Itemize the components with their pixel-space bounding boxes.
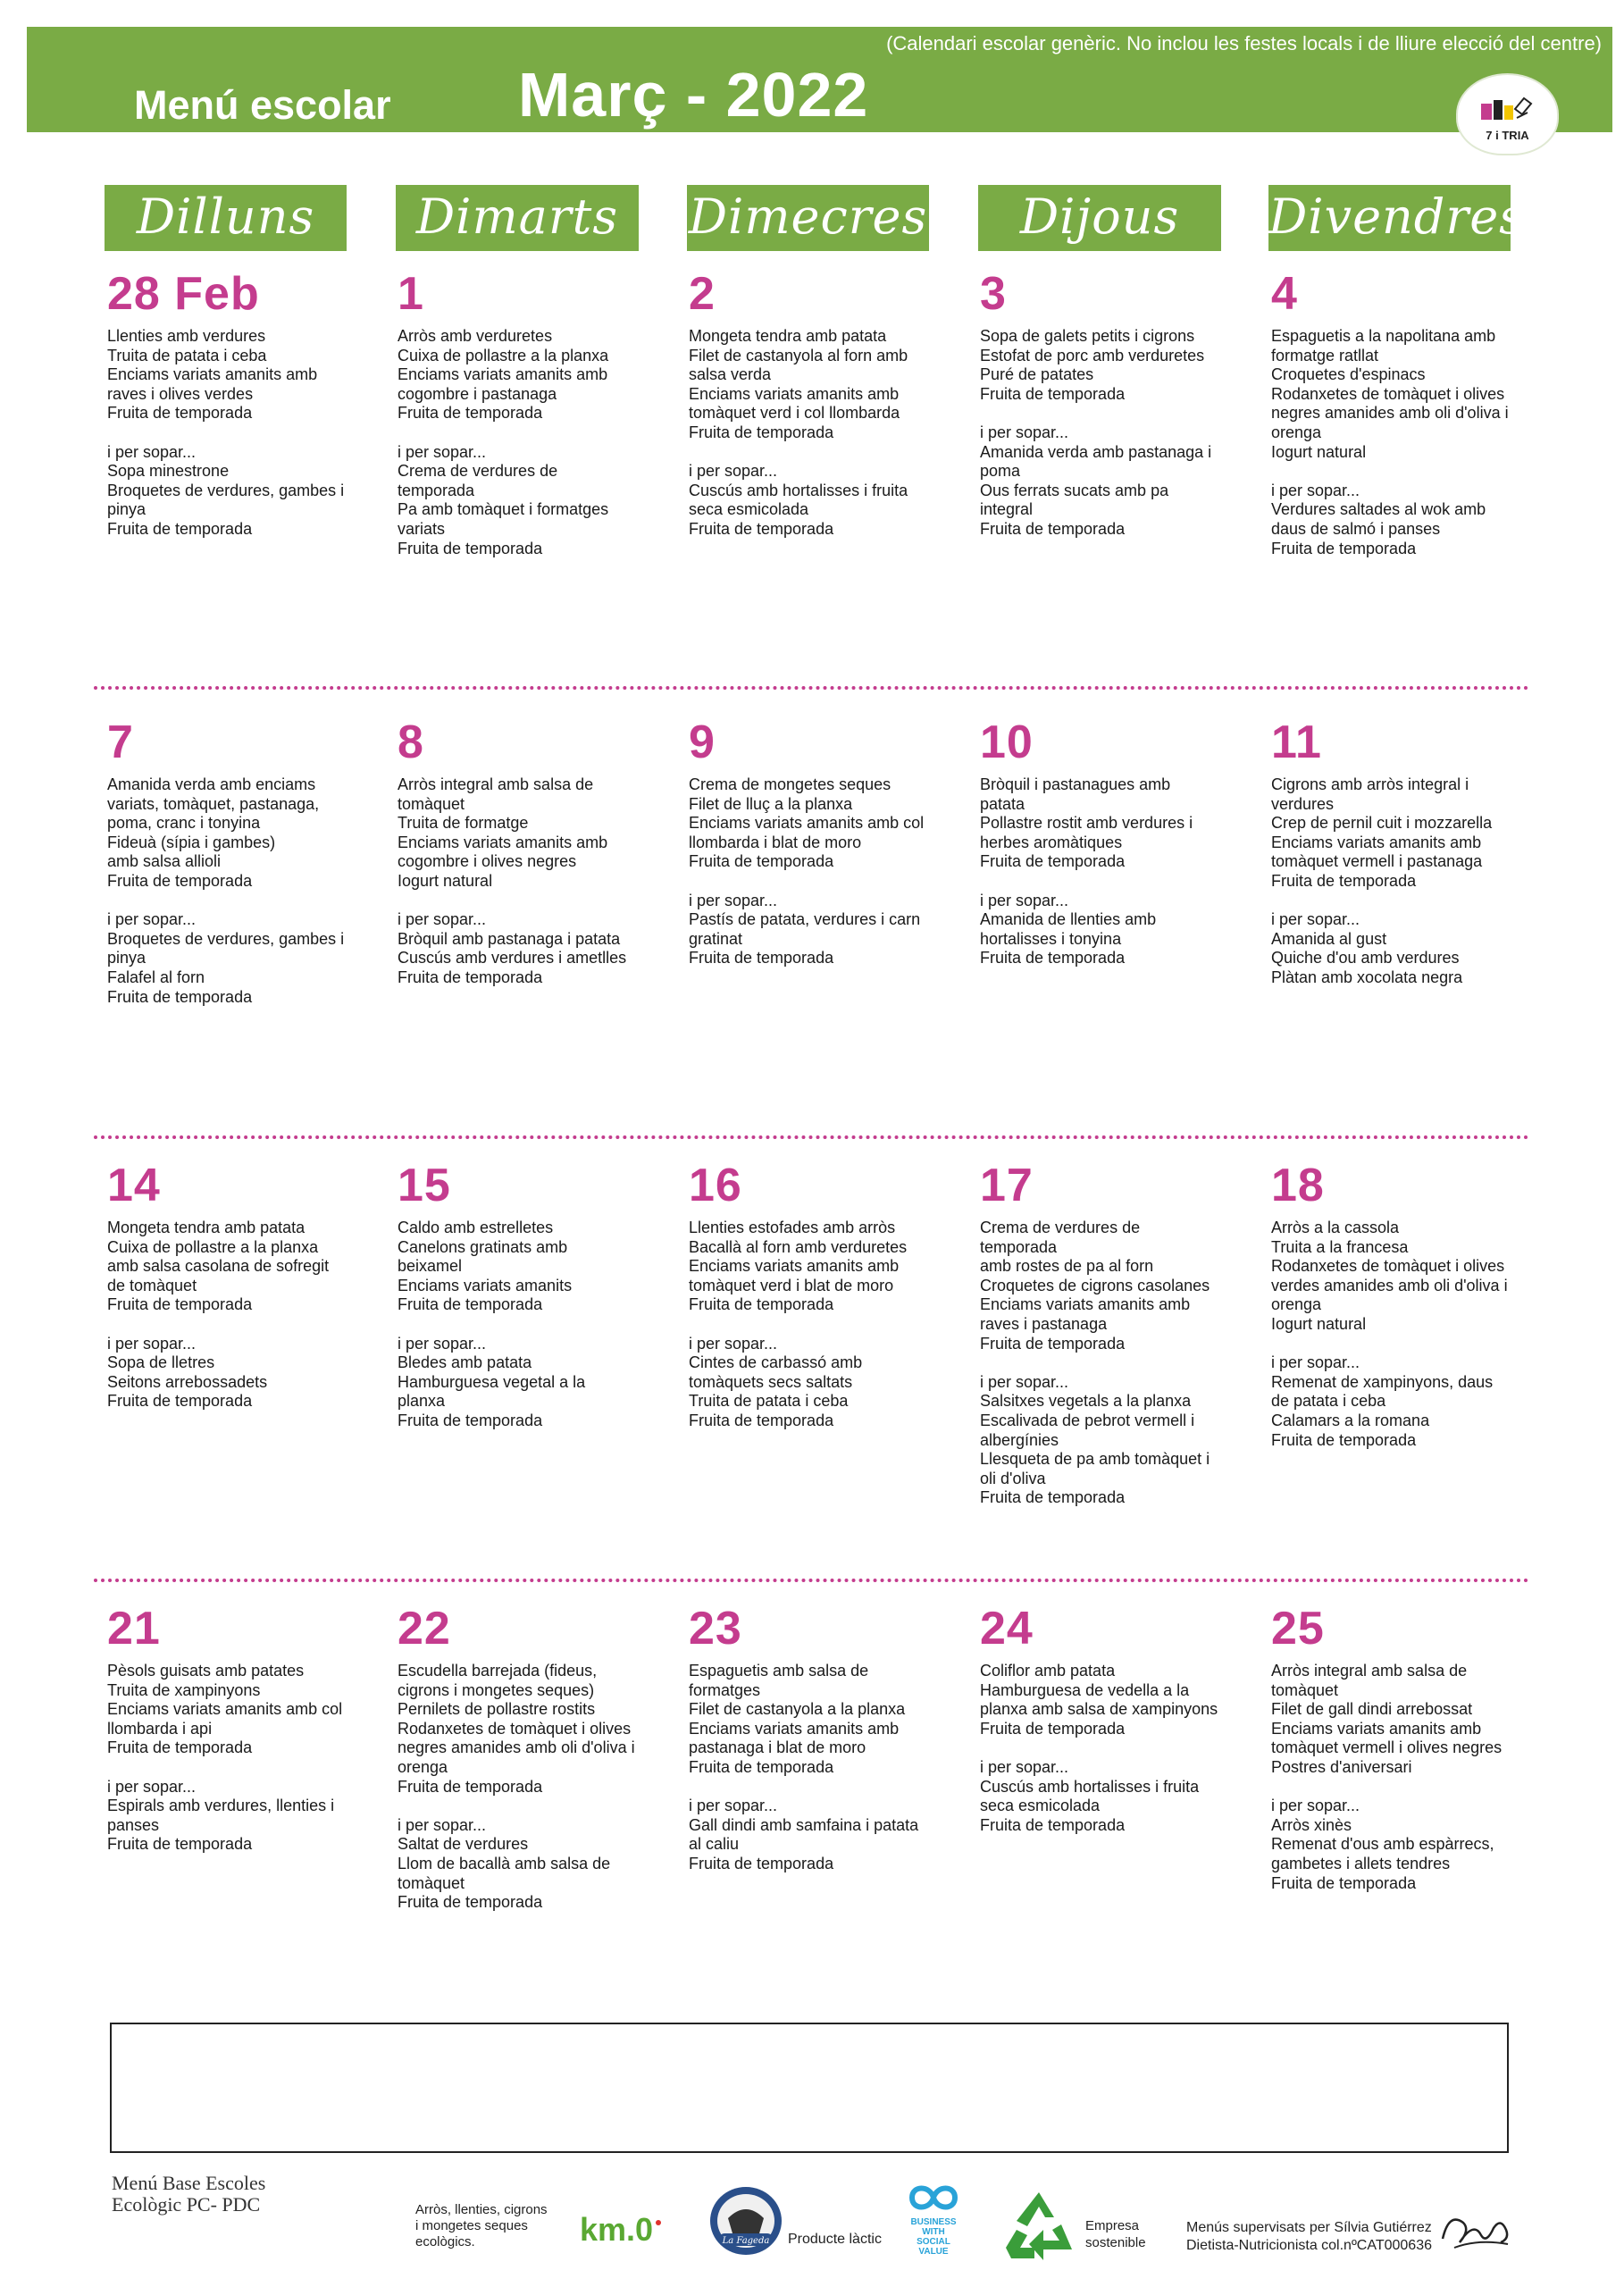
eco-note-line1: Arròs, llenties, cigrons <box>415 2202 548 2217</box>
brand-icon <box>1478 91 1535 127</box>
day-date: 7 <box>107 716 134 768</box>
day-menu: Bròquil i pastanagues amb patata Pollastre rostit amb verdures i herbes aromàtiques Fruita de temporada i per sopar... Amanida de llenties amb hortalisses i tonyina Fruita de temporada <box>980 775 1193 968</box>
km0-logo-text: km.0 <box>580 2211 654 2248</box>
week-separator <box>94 1135 1529 1139</box>
day-cell <box>980 716 1230 968</box>
svg-text:BUSINESS: BUSINESS <box>910 2217 957 2227</box>
day-cell <box>689 268 939 540</box>
day-menu: Caldo amb estrelletes Canelons gratinats amb beixamel Enciams variats amanits Fruita de temporada i per sopar... Bledes amb patata Hamburguesa vegetal a la planxa Fruita de temporada <box>398 1219 586 1429</box>
day-cell <box>1271 1603 1521 1893</box>
day-cell <box>398 716 648 988</box>
day-cell <box>1271 1160 1521 1450</box>
eco-note-line2: i mongetes seques <box>415 2218 528 2233</box>
day-date: 21 <box>107 1603 161 1655</box>
day-date: 25 <box>1271 1603 1325 1655</box>
day-menu: Mongeta tendra amb patata Cuixa de pollastre a la planxa amb salsa casolana de sofregit de tomàquet Fruita de temporada i per sopar... Sopa de lletres Seitons arrebossadets Fruita de temporada <box>107 1219 330 1411</box>
day-header-dijous: Dijous <box>978 185 1221 251</box>
day-date: 16 <box>689 1160 742 1211</box>
menu-base-label <box>112 2173 265 2216</box>
day-cell <box>1271 268 1521 558</box>
day-date: 9 <box>689 716 716 768</box>
la-fageda-logo <box>706 2178 786 2258</box>
day-header-dimecres: Dimecres <box>687 185 929 251</box>
supervised-line1: Menús supervisats per Sílvia Gutiérrez <box>1186 2220 1432 2235</box>
day-date: 18 <box>1271 1160 1325 1211</box>
day-date: 3 <box>980 268 1007 320</box>
header-banner <box>27 27 1612 132</box>
month-title: Març - 2022 <box>518 60 869 130</box>
day-cell <box>398 268 648 558</box>
menu-base-line1: Menú Base Escoles <box>112 2172 266 2194</box>
brand-logo <box>1456 73 1559 155</box>
day-cell <box>398 1160 648 1431</box>
svg-text:SOCIAL: SOCIAL <box>917 2237 950 2247</box>
eco-note-line3: ecològics. <box>415 2234 475 2249</box>
day-cell <box>107 1603 357 1855</box>
day-cell <box>980 268 1230 540</box>
day-menu: Arròs a la cassola Truita a la francesa Rodanxetes de tomàquet i olives verdes amanides amb oli d'oliva i orenga Iogurt natural i per sopar... Remenat de xampinyons, daus de patata i ceba Calamars a la romana Fruita de temporada <box>1271 1219 1508 1449</box>
day-cell <box>107 716 357 1007</box>
recycle-icon <box>999 2185 1079 2266</box>
day-menu: Llenties estofades amb arròs Bacallà al forn amb verduretes Enciams variats amanits amb tomàquet verd i blat de moro Fruita de temporada i per sopar... Cintes de carbassó amb tomàquets secs saltats Truita de patata i ceba Fruita de temporada <box>689 1219 908 1429</box>
day-menu: Llenties amb verdures Truita de patata i ceba Enciams variats amanits amb raves i olives verdes Fruita de temporada i per sopar... Sopa minestrone Broquetes de verdures, gambes i pinya Fruita de temporada <box>107 327 345 538</box>
day-menu: Crema de verdures de temporada amb rostes de pa al forn Croquetes de cigrons casolanes Enciams variats amanits amb raves i pastanaga Fruita de temporada i per sopar... Salsitxes vegetals a la planxa Escalivada de pebrot vermell i albergínies Llesqueta de pa amb tomàquet i oli d'oliva Fruita de temporada <box>980 1219 1210 1507</box>
day-header-dilluns: Dilluns <box>105 185 347 251</box>
empresa-line2: sostenible <box>1085 2235 1146 2250</box>
day-cell <box>980 1160 1230 1508</box>
supervised-line2: Dietista-Nutricionista col.nºCAT000636 <box>1186 2238 1432 2253</box>
day-menu: Amanida verda amb enciams variats, tomàquet, pastanaga, poma, cranc i tonyina Fideuà (sípia i gambes) amb salsa allioli Fruita de temporada i per sopar... Broquetes de verdures, gambes i pinya Falafel al forn Fruita de temporada <box>107 775 345 1006</box>
svg-text:La Fageda: La Fageda <box>722 2236 770 2246</box>
svg-text:WITH: WITH <box>922 2227 945 2237</box>
day-cell <box>107 268 357 540</box>
business-social-value-logo <box>898 2178 969 2267</box>
empresa-line1: Empresa <box>1085 2218 1140 2233</box>
day-date: 22 <box>398 1603 451 1655</box>
week-separator <box>94 1579 1529 1582</box>
day-date: 28 Feb <box>107 268 260 320</box>
day-menu: Crema de mongetes seques Filet de lluç a la planxa Enciams variats amanits amb col llombarda i blat de moro Fruita de temporada i per sopar... Pastís de patata, verdures i carn gratinat Fruita de temporada <box>689 775 925 968</box>
day-date: 11 <box>1271 716 1322 768</box>
day-menu: Arròs integral amb salsa de tomàquet Truita de formatge Enciams variats amanits amb cogombre i olives negres Iogurt natural i per sopar... Bròquil amb pastanaga i patata Cuscús amb verdures i ametlles Fruita de temporada <box>398 775 627 986</box>
day-menu: Mongeta tendra amb patata Filet de castanyola al forn amb salsa verda Enciams variats amanits amb tomàquet verd i col llombarda Fruita de temporada i per sopar... Cuscús amb hortalisses i fruita seca esmicolada Fruita de temporada <box>689 327 908 538</box>
day-cell <box>689 1603 939 1874</box>
page-title: Menú escolar <box>134 82 391 128</box>
lactic-label: Producte làctic <box>788 2232 882 2247</box>
km0-logo <box>576 2207 674 2251</box>
day-cell <box>398 1603 648 1913</box>
day-menu: Coliflor amb patata Hamburguesa de vedella a la planxa amb salsa de xampinyons Fruita de temporada i per sopar... Cuscús amb hortalisses i fruita seca esmicolada Fruita de temporada <box>980 1662 1218 1834</box>
day-cell <box>1271 716 1521 988</box>
svg-text:VALUE: VALUE <box>918 2247 949 2257</box>
day-menu: Escudella barrejada (fideus, cigrons i mongetes seques) Pernilets de pollastre rostits Rodanxetes de tomàquet i olives negres amanides amb oli d'oliva i orenga Fruita de temporada i per sopar... Saltat de verdures Llom de bacallà amb salsa de tomàquet Fruita de temporada <box>398 1662 635 1912</box>
day-date: 2 <box>689 268 716 320</box>
day-menu: Espaguetis amb salsa de formatges Filet de castanyola a la planxa Enciams variats amanits amb pastanaga i blat de moro Fruita de temporada i per sopar... Gall dindi amb samfaina i patata al caliu Fruita de temporada <box>689 1662 919 1872</box>
day-date: 1 <box>398 268 424 320</box>
day-menu: Sopa de galets petits i cigrons Estofat de porc amb verduretes Puré de patates Fruita de temporada i per sopar... Amanida verda amb pastanaga i poma Ous ferrats sucats amb pa integral Fruita de temporada <box>980 327 1212 538</box>
day-date: 15 <box>398 1160 451 1211</box>
sustainable-company-label <box>1085 2217 1146 2251</box>
day-cell <box>689 1160 939 1431</box>
eco-note <box>415 2202 548 2250</box>
day-date: 23 <box>689 1603 742 1655</box>
day-date: 24 <box>980 1603 1034 1655</box>
dietitian-signature <box>1438 2203 1514 2257</box>
day-menu: Pèsols guisats amb patates Truita de xampinyons Enciams variats amanits amb col llombarda i api Fruita de temporada i per sopar... Espirals amb verdures, llenties i panses Fruita de temporada <box>107 1662 343 1854</box>
day-date: 4 <box>1271 268 1298 320</box>
day-date: 17 <box>980 1160 1034 1211</box>
day-menu: Cigrons amb arròs integral i verdures Crep de pernil cuit i mozzarella Enciams variats amanits amb tomàquet vermell i pastanaga Fruita de temporada i per sopar... Amanida al gust Quiche d'ou amb verdures Plàtan amb xocolata negra <box>1271 775 1493 986</box>
day-header-dimarts: Dimarts <box>396 185 639 251</box>
week-separator <box>94 686 1529 690</box>
calendar-notice: (Calendari escolar genèric. No inclou les festes locals i de lliure elecció del centre) <box>886 32 1602 54</box>
brand-label: 7 i TRIA <box>1486 129 1529 142</box>
dietitian-supervision <box>1186 2219 1432 2255</box>
day-cell <box>107 1160 357 1412</box>
day-menu: Arròs amb verduretes Cuixa de pollastre a la planxa Enciams variats amanits amb cogombre i pastanaga Fruita de temporada i per sopar... Crema de verdures de temporada Pa amb tomàquet i formatges variats Fruita de temporada <box>398 327 609 557</box>
day-date: 10 <box>980 716 1034 768</box>
menu-base-line2: Ecològic PC- PDC <box>112 2193 261 2216</box>
day-cell <box>980 1603 1230 1835</box>
day-date: 8 <box>398 716 424 768</box>
day-menu: Espaguetis a la napolitana amb formatge ratllat Croquetes d'espinacs Rodanxetes de tomàquet i olives negres amanides amb oli d'oliva i orenga Iogurt natural i per sopar... Verdures saltades al wok amb daus de salmó i panses Fruita de temporada <box>1271 327 1509 557</box>
day-date: 14 <box>107 1160 161 1211</box>
day-header-divendres: Divendres <box>1268 185 1511 251</box>
day-cell <box>689 716 939 968</box>
day-menu: Arròs integral amb salsa de tomàquet Filet de gall dindi arrebossat Enciams variats amanits amb tomàquet vermell i olives negres Postres d'aniversari i per sopar... Arròs xinès Remenat d'ous amb espàrrecs, gambetes i allets tendres Fruita de temporada <box>1271 1662 1503 1892</box>
notes-box <box>110 2023 1509 2153</box>
